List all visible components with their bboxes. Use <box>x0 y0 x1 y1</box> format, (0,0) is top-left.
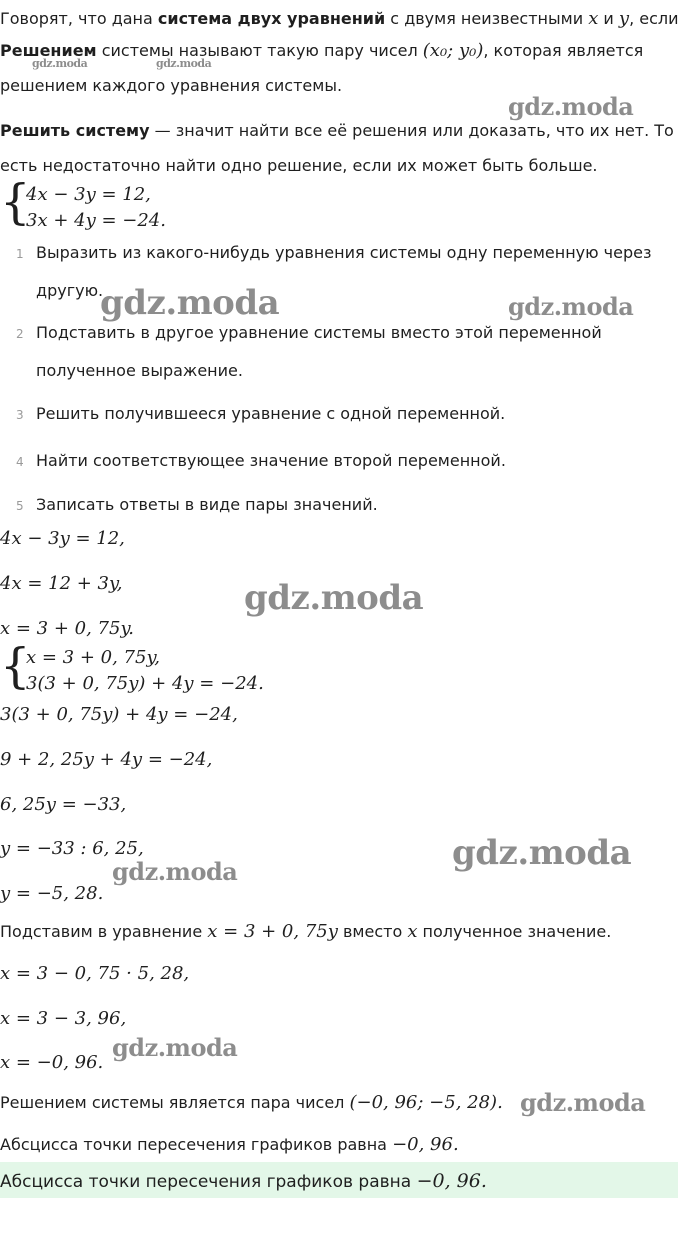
watermark: gdz.moda <box>508 292 634 321</box>
watermark: gdz.moda <box>244 578 424 618</box>
express-line-3: x = 3 + 0, 75y. <box>0 618 134 639</box>
substitute-text: полученное значение. <box>417 922 612 941</box>
watermark: gdz.moda <box>508 92 634 121</box>
abscissa-line <box>0 1134 459 1155</box>
xcalc-line-1: x = 3 − 0, 75 · 5, 28, <box>0 963 190 984</box>
step-number: 2 <box>16 327 24 341</box>
term-solution: Решением <box>0 41 97 60</box>
watermark: gdz.moda <box>520 1088 646 1117</box>
solution-line-5: y = −5, 28. <box>0 883 104 904</box>
intro-text: системы называют такую пару чисел <box>96 41 423 60</box>
step-2-line-2: полученное выражение. <box>36 361 243 380</box>
substitute-text: Подставим в уравнение <box>0 922 208 941</box>
step-number: 5 <box>16 499 24 513</box>
solve-line-1 <box>0 121 674 140</box>
abscissa-text: Абсцисса точки пересечения графиков равна <box>0 1135 393 1154</box>
solution-line-4: y = −33 : 6, 25, <box>0 838 144 859</box>
final-answer-value: −0, 96. <box>416 1170 487 1192</box>
step-1-line-2: другую. <box>36 281 104 300</box>
watermark: gdz.moda <box>32 57 88 70</box>
watermark: gdz.moda <box>452 833 632 873</box>
xcalc-line-2: x = 3 − 3, 96, <box>0 1008 127 1029</box>
step-3-line-1: Решить получившееся уравнение с одной переменной. <box>36 404 506 423</box>
intro-text: , которая является <box>483 41 644 60</box>
step-number: 1 <box>16 247 24 261</box>
system1-eq1: 4x − 3y = 12, <box>26 184 151 205</box>
solution-line-1: 3(3 + 0, 75y) + 4y = −24, <box>0 704 238 725</box>
var-y: y <box>618 8 630 29</box>
intro-text: Говорят, что дана <box>0 9 158 28</box>
watermark: gdz.moda <box>100 283 280 323</box>
term-system: система двух уравнений <box>157 9 386 28</box>
solution-line-3: 6, 25y = −33, <box>0 794 127 815</box>
watermark: gdz.moda <box>156 57 212 70</box>
system2-eq1: x = 3 + 0, 75y, <box>26 647 160 668</box>
watermark: gdz.moda <box>112 1033 238 1062</box>
xcalc-line-3: x = −0, 96. <box>0 1052 104 1073</box>
final-answer-text: Абсцисса точки пересечения графиков равна <box>0 1172 417 1192</box>
answer-text: Решением системы является пара чисел <box>0 1093 350 1112</box>
step-2-line-1: Подставить в другое уравнение системы вместо этой переменной <box>36 323 602 342</box>
var-x: x <box>588 8 599 29</box>
solution-line-2: 9 + 2, 25y + 4y = −24, <box>0 749 213 770</box>
abscissa-value: −0, 96. <box>392 1134 459 1155</box>
substitute-text: вместо <box>337 922 408 941</box>
substitute-equation: x = 3 + 0, 75y <box>207 921 338 942</box>
var-x: x <box>407 921 418 942</box>
system1-eq2: 3x + 4y = −24. <box>26 210 166 231</box>
intro-line-3: решением каждого уравнения системы. <box>0 76 343 95</box>
intro-text: и <box>598 9 619 28</box>
intro-line-1 <box>0 8 679 29</box>
step-5-line-1: Записать ответы в виде пары значений. <box>36 495 378 514</box>
system-brace: { <box>0 174 31 230</box>
express-line-1: 4x − 3y = 12, <box>0 528 125 549</box>
system-brace: { <box>0 638 31 694</box>
step-number: 4 <box>16 455 24 469</box>
intro-text: с двумя неизвестными <box>385 9 589 28</box>
substitute-line <box>0 921 611 942</box>
system2-eq2: 3(3 + 0, 75y) + 4y = −24. <box>26 673 264 694</box>
step-1-line-1: Выразить из какого-нибудь уравнения системы одну переменную через <box>36 243 652 262</box>
step-number: 3 <box>16 408 24 422</box>
answer-pair: (−0, 96; −5, 28). <box>349 1092 503 1113</box>
intro-line-2 <box>0 40 643 61</box>
solve-line-2: есть недостаточно найти одно решение, если их может быть больше. <box>0 156 598 175</box>
express-line-2: 4x = 12 + 3y, <box>0 573 123 594</box>
term-solve-system: Решить систему <box>0 121 150 140</box>
pair-x0-y0: (x₀; y₀) <box>422 40 484 61</box>
final-answer-line <box>0 1170 487 1192</box>
answer-line <box>0 1092 503 1113</box>
solve-text: — значит найти все её решения или доказать, что их нет. То <box>149 121 674 140</box>
step-4-line-1: Найти соответствующее значение второй переменной. <box>36 451 506 470</box>
watermark: gdz.moda <box>112 857 238 886</box>
intro-text: , если <box>629 9 679 28</box>
